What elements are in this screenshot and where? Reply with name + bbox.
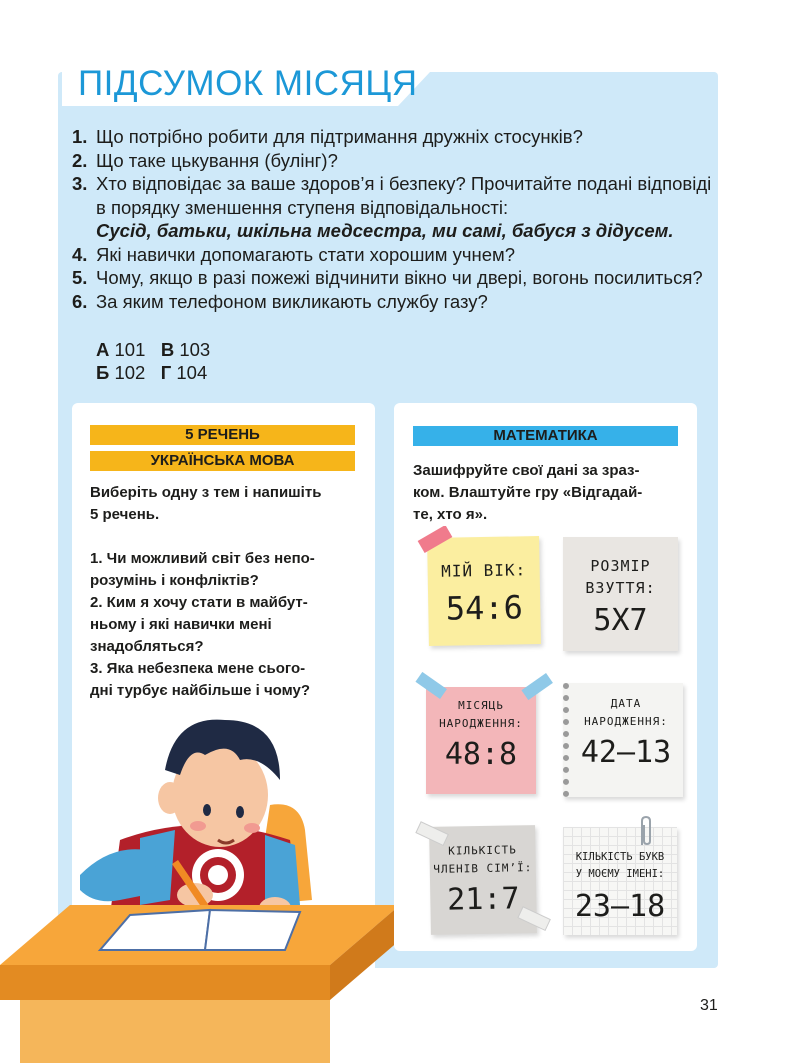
questions-list bbox=[72, 125, 712, 313]
answer-options-row-1: А 101 В 103 bbox=[96, 339, 211, 360]
question-3-text: Хто відповідає за ваше здоров’я і безпеку? Прочитайте подані відповіді в порядку зменшення ступеня відповідальності: bbox=[96, 173, 712, 218]
question-5: 5. Чому, якщо в разі пожежі відчинити вікно чи двері, вогонь посилиться? bbox=[72, 267, 703, 288]
topic-2: 2. Ким я хочу стати в майбут- ньому і які навички мені знадобляться? bbox=[90, 594, 308, 655]
note-family-members: КІЛЬКІСТЬ ЧЛЕНІВ СІМ’Ї: 21:7 bbox=[429, 825, 537, 935]
tape-pink bbox=[415, 526, 455, 556]
note-shoe-size: РОЗМІР ВЗУТТЯ: 5Х7 bbox=[563, 537, 678, 651]
ukrainian-task-text: Виберіть одну з тем і напишіть 5 речень. 1. Чи можливий світ без непо- розумінь і конфліктів? 2. Ким я хочу стати в майбут- ньому і які навички мені знадобляться? 3. Яка небезпека мене сього- дні турбує найбільше і чому? bbox=[90, 482, 365, 702]
math-task-text: Зашифруйте свої дані за зраз- ком. Влаштуйте гру «Відгадай- те, хто я». bbox=[413, 462, 643, 523]
tape-grey-left bbox=[413, 820, 453, 850]
note-my-age: МІЙ ВІК: 54:6 bbox=[427, 536, 541, 646]
question-4: 4. Які навички допомагають стати хорошим учнем? bbox=[72, 243, 516, 265]
boy-writing-illustration bbox=[0, 700, 400, 1063]
note-name-letters: КІЛЬКІСТЬ БУКВ У МОЄМУ ІМЕНІ: 23–18 bbox=[563, 827, 677, 935]
topic-1: 1. Чи можливий світ без непо- розумінь і конфліктів? bbox=[90, 550, 315, 589]
tape-blue-right bbox=[518, 672, 558, 702]
question-2: 2. Що таке цькування (булінг)? bbox=[72, 149, 338, 171]
page-number: 31 bbox=[700, 997, 718, 1014]
note-birth-date: ДАТА НАРОДЖЕННЯ: 42–13 bbox=[563, 683, 683, 797]
question-3: 3. Хто відповідає за ваше здоров’я і безпеку? Прочитайте подані відповіді в порядку зменшення ступеня відповідальності: Сусід, батьки, шкільна медсестра, ми самі, бабуся з дідусем. bbox=[72, 173, 712, 241]
page-title: ПІДСУМОК МІСЯЦЯ bbox=[78, 64, 418, 103]
question-3-emphasis: Сусід, батьки, шкільна медсестра, ми самі, бабуся з дідусем. bbox=[96, 220, 674, 241]
tape-blue-left bbox=[412, 672, 452, 702]
answer-options-row-2: Б 102 Г 104 bbox=[96, 362, 208, 383]
paperclip-icon bbox=[637, 815, 655, 849]
note-birth-month: МІСЯЦЬ НАРОДЖЕННЯ: 48:8 bbox=[426, 687, 536, 794]
sentences-bar: 5 РЕЧЕНЬ bbox=[90, 425, 355, 445]
tape-grey-right bbox=[515, 905, 555, 935]
question-6: 6. За яким телефоном викликають службу газу? bbox=[72, 290, 488, 312]
math-bar: МАТЕМАТИКА bbox=[413, 426, 678, 446]
topic-3: 3. Яка небезпека мене сього- дні турбує найбільше і чому? bbox=[90, 660, 311, 699]
question-1: 1. Що потрібно робити для підтримання дружніх стосунків? bbox=[72, 126, 583, 147]
ukrainian-language-bar: УКРАЇНСЬКА МОВА bbox=[90, 451, 355, 471]
